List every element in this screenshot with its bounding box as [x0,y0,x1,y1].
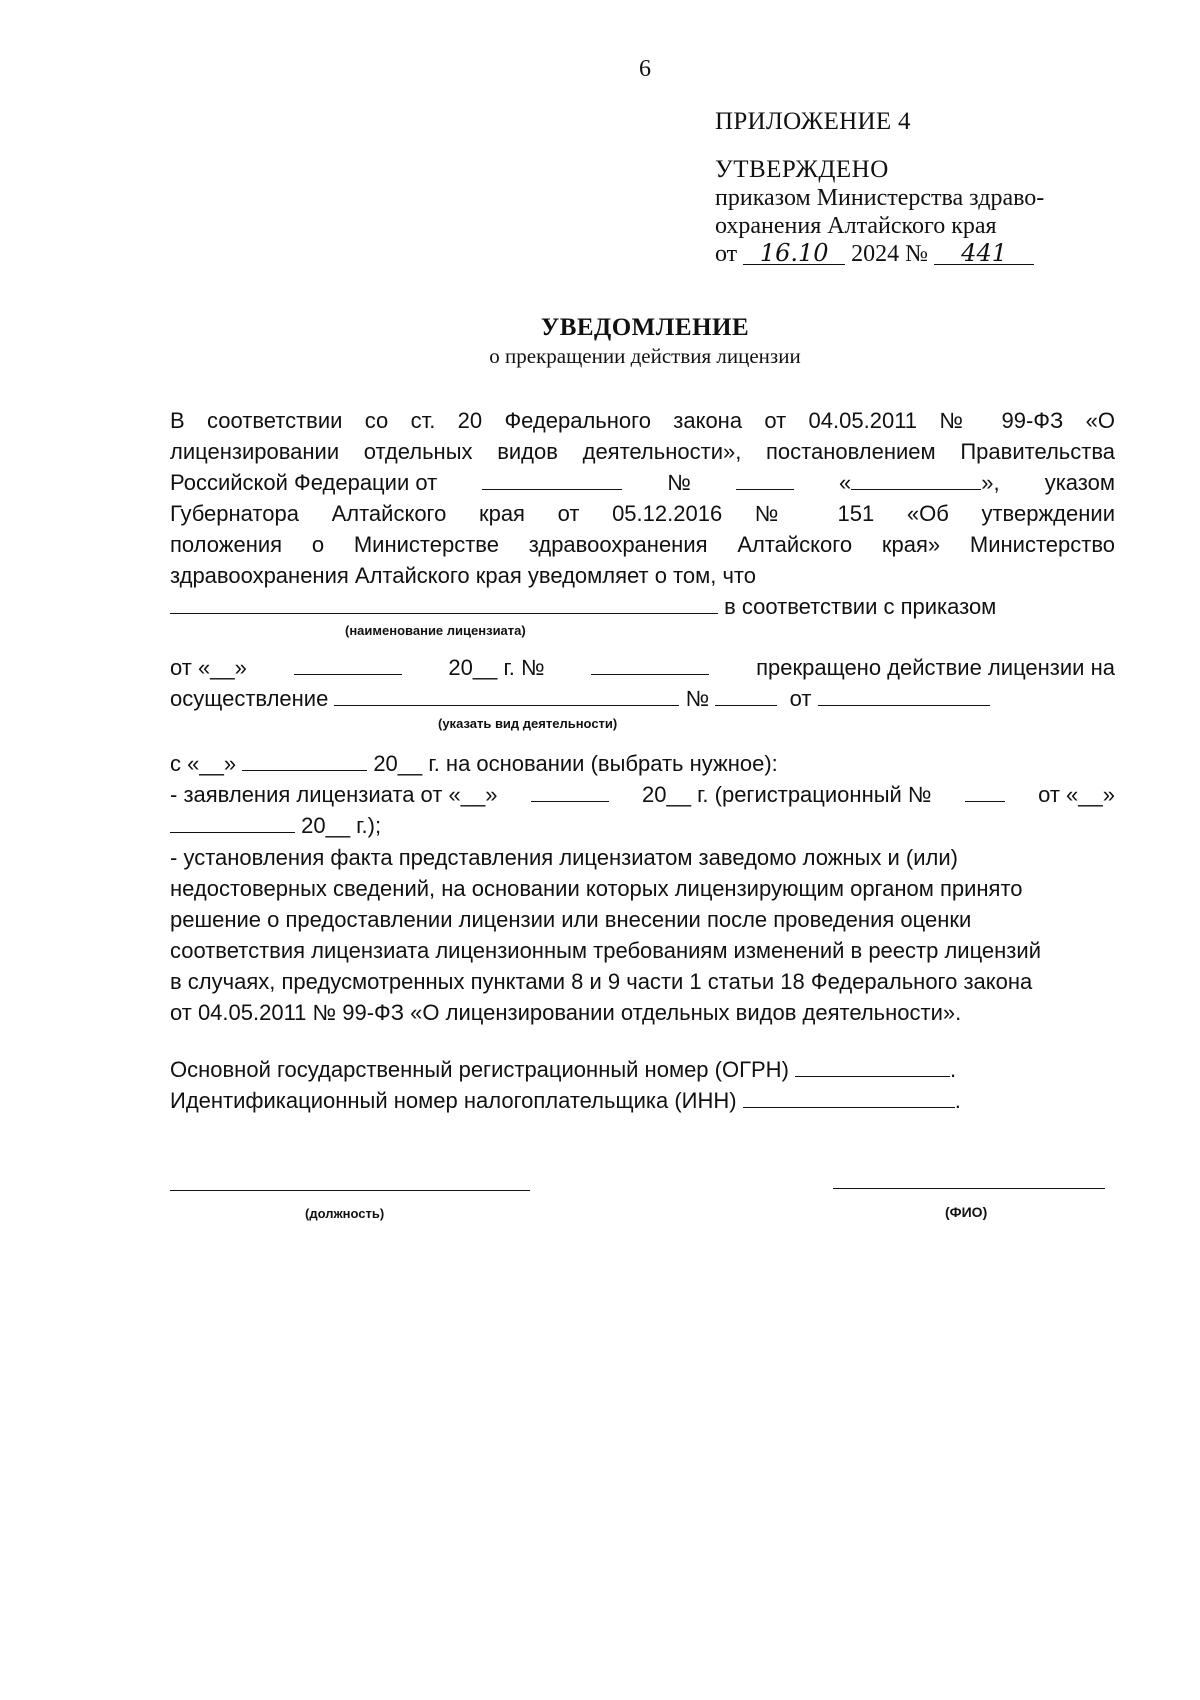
name-signature-line [833,1188,1105,1189]
blank-order-number [591,652,709,675]
identifiers-block [170,1054,1115,1116]
p3-line-2-a: - заявления лицензиата от «__» [170,782,498,807]
p1-line-7 [170,591,1115,622]
p2-line-2 [170,683,1115,714]
p3-line-1-a: с «__» [170,751,237,776]
p1-line-3 [170,467,1115,498]
handwritten-date: 16.10 [743,242,845,265]
p2-year: 20__ г. № [448,655,545,680]
blank-decree-date [482,467,622,490]
p2-from2: от [789,686,812,711]
blank-registration-month [170,810,295,833]
blank-activity-type [334,683,679,706]
p1-line-4: Губернатора Алтайского края от 05.12.2016 № 151 «Об утверждении [170,501,1115,526]
p1-line-3-quote [839,467,1000,498]
caption-activity: (указать вид деятельности) [438,716,618,731]
open-quote: « [839,470,852,495]
blank-decree-number [736,467,794,490]
appendix-label: ПРИЛОЖЕНИЕ 4 [715,108,911,135]
p3-line-1 [170,748,1115,779]
paragraph-1 [170,405,1115,638]
p2-terminated: прекращено действие лицензии на [756,655,1115,680]
ogrn-period: . [950,1057,957,1082]
caption-position: (должность) [305,1206,385,1221]
p3-line-3-text: 20__ г.); [301,813,382,838]
p4-line-4: соответствия лицензиата лицензионным требованиям изменений в реестр лицензий [170,938,1041,963]
title-main: УВЕДОМЛЕНИЕ [540,314,750,341]
approval-line-1: приказом Министерства здраво- [715,185,1045,211]
approved-label: УТВЕРЖДЕНО [715,156,889,183]
inn-line [170,1085,1115,1116]
caption-licensee: (наименование лицензиата) [345,623,526,638]
p1-line-6: здравоохранения Алтайского края уведомляет о том, что [170,563,756,588]
blank-license-number [715,683,777,706]
inn-period: . [954,1088,961,1113]
p2-from: от «__» [170,655,247,680]
p4-line-2: недостоверных сведений, на основании которых лицензирующим органом принято [170,876,1023,901]
approval-date-line [715,240,1044,268]
blank-decree-title [851,467,981,490]
position-signature-line [170,1190,530,1191]
p4-line-5: в случаях, предусмотренных пунктами 8 и 9 части 1 статьи 18 Федерального закона [170,969,1033,994]
p4-line-3: решение о предоставлении лицензии или внесении после проведения оценки [170,907,972,932]
paragraph-2 [170,652,1115,731]
approval-line-2: охранения Алтайского края [715,213,997,239]
blank-application-month [531,779,609,802]
blank-order-month [294,652,402,675]
page-number: 6 [639,56,651,82]
blank-ogrn [795,1054,950,1077]
paragraph-4 [170,842,1115,1028]
p2-line-1 [170,652,1115,683]
ogrn-label: Основной государственный регистрационный номер (ОГРН) [170,1057,789,1082]
approval-from-label: от [715,241,738,267]
p2-no: № [685,686,710,711]
blank-licensee-name [170,591,718,614]
approval-year: 2024 № [851,241,929,267]
p3-line-2 [170,779,1115,810]
p1-line-3-e: указом [1044,470,1115,495]
inn-label: Идентификационный номер налогоплательщика (ИНН) [170,1088,737,1113]
p1-line-3-a: Российской Федерации от [170,470,438,495]
p4-line-6: от 04.05.2011 № 99-ФЗ «О лицензировании отдельных видов деятельности». [170,1000,962,1025]
blank-inn [743,1085,955,1108]
ogrn-line [170,1054,1115,1085]
p3-line-3 [170,810,1115,841]
p1-line-2: лицензировании отдельных видов деятельности», постановлением Правительства [170,439,1115,464]
blank-license-date [818,683,990,706]
caption-name: (ФИО) [945,1204,988,1220]
p1-line-5: положения о Министерстве здравоохранения Алтайского края» Министерство [170,532,1115,557]
paragraph-3 [170,748,1115,841]
p4-line-1: - установления факта представления лицензиатом заведомо ложных и (или) [170,845,958,870]
document-title [0,314,1200,369]
p1-line-3-no: № [667,470,691,495]
title-sub: о прекращении действия лицензии [489,344,801,368]
p1-line-7-after: в соответствии с приказом [724,594,997,619]
blank-termination-month [242,748,367,771]
p1-line-1: В соответствии со ст. 20 Федерального закона от 04.05.2011 № 99-ФЗ «О [170,408,1115,433]
p3-line-2-c: от «__» [1038,782,1115,807]
handwritten-number: 441 [934,242,1034,265]
close-quote: », [981,470,1000,495]
p3-line-1-b: 20__ г. на основании (выбрать нужное): [373,751,778,776]
blank-registration-number [965,779,1005,802]
p3-line-2-b: 20__ г. (регистрационный № [642,782,932,807]
p2-activity-label: осуществление [170,686,329,711]
approval-block [715,108,1044,268]
